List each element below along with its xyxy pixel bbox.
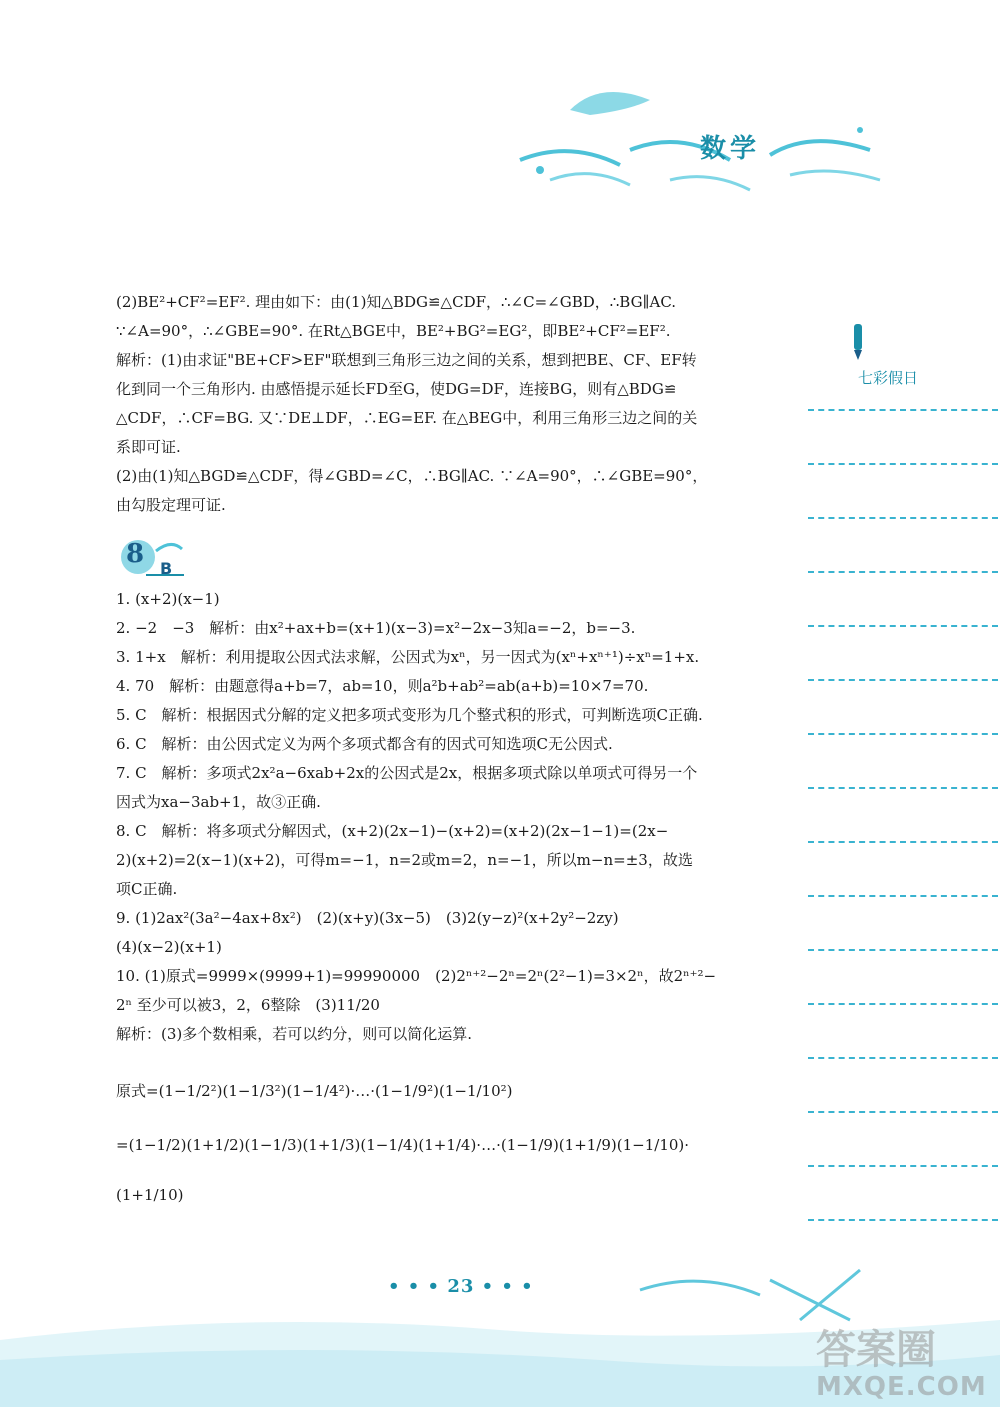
notes-label: 七彩假日 xyxy=(858,369,919,387)
section-number: 8 xyxy=(126,539,145,569)
note-line xyxy=(808,733,998,735)
text-line: (2)由(1)知△BGD≌△CDF，得∠GBD=∠C，∴BG∥AC. ∵∠A=90°，∴∠GBE=90°， xyxy=(116,467,708,485)
note-line xyxy=(808,463,998,465)
text-line: (2)BE²+CF²=EF². 理由如下：由(1)知△BDG≌△CDF，∴∠C=∠GBD，∴BG∥AC. xyxy=(116,293,677,311)
note-line xyxy=(808,895,998,897)
text-line: ∵∠A=90°，∴∠GBE=90°. 在Rt△BGE中，BE²+BG²=EG²，即BE²+CF²=EF². xyxy=(116,322,671,340)
note-line xyxy=(808,679,998,681)
note-line xyxy=(808,571,998,573)
note-line xyxy=(808,841,998,843)
watermark-url: MXQE.COM xyxy=(816,1372,987,1402)
formula-line: (1+1/10) xyxy=(116,1186,184,1204)
note-line xyxy=(808,1165,998,1167)
section-letter: B xyxy=(160,559,173,578)
list-item: 9. (1)2ax²(3a²−4ax+8x²) (2)(x+y)(3x−5) (3)2(y−z)²(x+2y²−2zy) xyxy=(116,909,619,927)
list-item: 6. C 解析：由公因式定义为两个多项式都含有的因式可知选项C无公因式. xyxy=(116,735,613,753)
text-line: 化到同一个三角形内. 由感悟提示延长FD至G，使DG=DF，连接BG，则有△BDG≌ xyxy=(116,380,677,398)
answer-list xyxy=(116,585,756,1049)
list-item: 3. 1+x 解析：利用提取公因式法求解，公因式为xⁿ，另一因式为(xⁿ+xⁿ⁺¹)÷xⁿ=1+x. xyxy=(116,648,700,666)
text-line: △CDF，∴CF=BG. 又∵DE⊥DF，∴EG=EF. 在△BEG中，利用三角形三边之间的关 xyxy=(116,409,698,427)
note-line xyxy=(808,1219,998,1221)
note-line xyxy=(808,517,998,519)
list-item: (4)(x−2)(x+1) xyxy=(116,938,222,956)
text-line: 由勾股定理可证. xyxy=(116,496,226,514)
list-item: 因式为xa−3ab+1，故③正确. xyxy=(116,793,321,811)
list-item: 解析：(3)多个数相乘，若可以约分，则可以简化运算. xyxy=(116,1025,473,1043)
list-item: 2ⁿ 至少可以被3，2，6整除 (3)11/20 xyxy=(116,996,380,1014)
list-item: 1. (x+2)(x−1) xyxy=(116,590,220,608)
pen-icon xyxy=(845,322,871,362)
list-item: 2. −2 −3 解析：由x²+ax+b=(x+1)(x−3)=x²−2x−3知a=−2，b=−3. xyxy=(116,619,636,637)
text-line: 系即可证. xyxy=(116,438,181,456)
formula-line: =(1−1/2)(1+1/2)(1−1/3)(1+1/3)(1−1/4)(1+1/4)·…·(1−1/9)(1+1/9)(1−1/10)· xyxy=(116,1136,690,1154)
text-line: 解析：(1)由求证"BE+CF>EF"联想到三角形三边之间的关系，想到把BE、CF、EF转 xyxy=(116,351,697,369)
note-line xyxy=(808,1003,998,1005)
note-line xyxy=(808,1057,998,1059)
watermark-logo: 答案圈 xyxy=(816,1327,936,1373)
subject-title: 数学 xyxy=(700,134,761,164)
list-item: 10. (1)原式=9999×(9999+1)=99990000 (2)2ⁿ⁺²−2ⁿ=2ⁿ(2²−1)=3×2ⁿ，故2ⁿ⁺²− xyxy=(116,967,717,985)
note-line xyxy=(808,625,998,627)
list-item: 4. 70 解析：由题意得a+b=7，ab=10，则a²b+ab²=ab(a+b)=10×7=70. xyxy=(116,677,649,695)
note-line xyxy=(808,409,998,411)
list-item: 项C正确. xyxy=(116,880,178,898)
note-line xyxy=(808,787,998,789)
list-item: 8. C 解析：将多项式分解因式，(x+2)(2x−1)−(x+2)=(x+2)(2x−1−1)=(2x− xyxy=(116,822,669,840)
page-number: • • • 23 • • • xyxy=(388,1276,534,1297)
note-line xyxy=(808,949,998,951)
list-item: 2)(x+2)=2(x−1)(x+2)，可得m=−1，n=2或m=2，n=−1，所以m−n=±3，故选 xyxy=(116,851,693,869)
intro-answer-block xyxy=(116,288,756,520)
list-item: 7. C 解析：多项式2x²a−6xab+2x的公因式是2x，根据多项式除以单项式可得另一个 xyxy=(116,764,698,782)
formula-line: 原式=(1−1/2²)(1−1/3²)(1−1/4²)·…·(1−1/9²)(1−1/10²) xyxy=(116,1082,513,1100)
list-item: 5. C 解析：根据因式分解的定义把多项式变形为几个整式积的形式，可判断选项C正确. xyxy=(116,706,703,724)
note-line xyxy=(808,1111,998,1113)
